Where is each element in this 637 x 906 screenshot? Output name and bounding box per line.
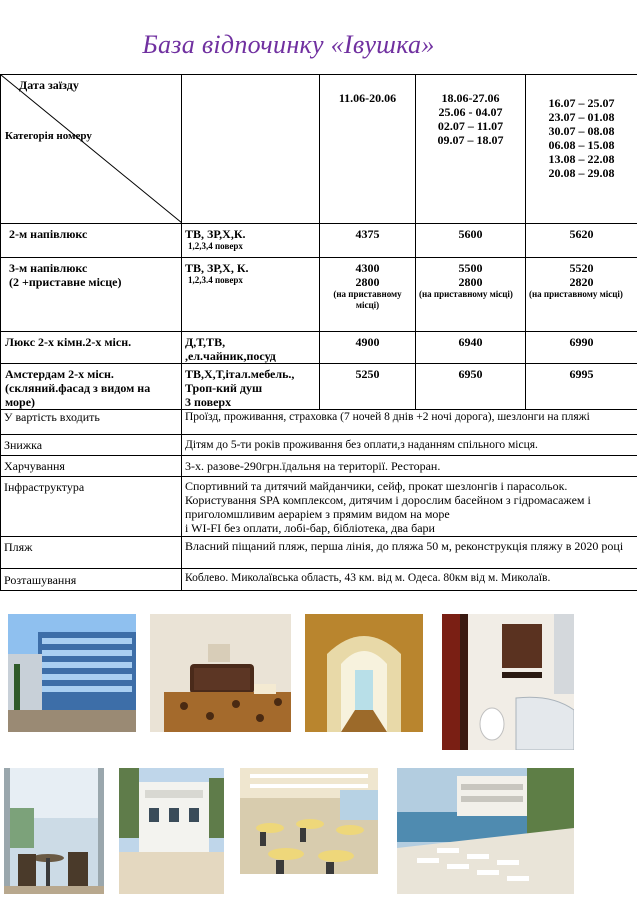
page-title: База відпочинку «Івушка» bbox=[142, 30, 435, 59]
room-price: 6995 bbox=[526, 364, 637, 410]
hotel-building-photo bbox=[8, 614, 136, 732]
period-2-list bbox=[419, 75, 522, 147]
dining-hall-photo bbox=[240, 768, 378, 874]
info-text: Власний піщаний пляж, перша лінія, до пляжа 50 м, реконструкція пляжу в 2020 році bbox=[182, 537, 637, 569]
extra-bed-price: 2800 bbox=[355, 275, 380, 289]
table-row bbox=[1, 258, 637, 332]
room-name: 3-м напівлюкс (2 +приставне місце) bbox=[1, 258, 182, 332]
room-floors: 1,2,3,4 поверх bbox=[188, 241, 243, 251]
room-name: Люкс 2-х кімн.2-х місн. bbox=[1, 332, 182, 364]
room-price: 6940 bbox=[416, 332, 526, 364]
room-amenities: ТВ, ЗР,Х,К. bbox=[185, 227, 246, 241]
room-floors: 1,2,3.4 поверх bbox=[188, 275, 243, 285]
info-label: Харчування bbox=[1, 456, 182, 477]
extra-bed-note: (на приставному місці) bbox=[529, 289, 623, 299]
info-label: Пляж bbox=[1, 537, 182, 569]
table-row bbox=[1, 332, 637, 364]
room-amenities: Д,Т,ТВ, ,ел.чайник,посуд bbox=[182, 332, 320, 364]
info-text: Проїзд, проживання, страховка (7 ночей 8 днів +2 ночі дорога), шезлонги на пляжі bbox=[182, 410, 637, 435]
info-row bbox=[1, 569, 637, 591]
period-date: 23.07 – 01.08 bbox=[548, 110, 615, 124]
info-row bbox=[1, 410, 637, 435]
period-date: 02.07 – 11.07 bbox=[437, 119, 504, 133]
period-col-2 bbox=[416, 75, 526, 224]
bathroom-photo bbox=[442, 614, 574, 750]
info-row bbox=[1, 537, 637, 569]
info-label: Розташування bbox=[1, 569, 182, 591]
period-date: 09.07 – 18.07 bbox=[437, 133, 504, 147]
period-date: 25.06 - 04.07 bbox=[438, 105, 503, 119]
period-date: 20.08 – 29.08 bbox=[548, 166, 615, 180]
room-amenities: ТВ, ЗР,Х, К. bbox=[185, 261, 249, 275]
room-price: 4300 bbox=[355, 261, 380, 275]
table-header-row bbox=[1, 75, 637, 224]
info-label: Знижка bbox=[1, 435, 182, 456]
extra-bed-price: 2800 bbox=[458, 275, 483, 289]
table-row bbox=[1, 364, 637, 410]
room-price: 4900 bbox=[320, 332, 416, 364]
hallway-photo bbox=[305, 614, 423, 732]
header-corner-cell bbox=[1, 75, 320, 224]
period-date: 18.06-27.06 bbox=[441, 91, 500, 105]
room-price: 5250 bbox=[320, 364, 416, 410]
room-price: 6950 bbox=[416, 364, 526, 410]
room-price-cell bbox=[320, 258, 416, 332]
diagonal-divider bbox=[1, 75, 182, 223]
room-price: 5620 bbox=[526, 224, 637, 258]
info-row bbox=[1, 477, 637, 537]
info-label: Інфраструктура bbox=[1, 477, 182, 537]
info-text: Коблево. Миколаївська область, 43 км. від м. Одеса. 80км від м. Миколаїв. bbox=[182, 569, 637, 591]
white-villa-photo bbox=[119, 768, 224, 894]
price-table bbox=[0, 74, 637, 591]
arrival-date-label: Дата заїзду bbox=[19, 78, 79, 92]
extra-bed-note: (на приставному місці) bbox=[333, 289, 402, 310]
period-date: 06.08 – 15.08 bbox=[548, 138, 615, 152]
extra-bed-note: (на приставному місці) bbox=[419, 289, 513, 299]
info-text: 3-х. разове-290грн.їдальня на території. Ресторан. bbox=[182, 456, 637, 477]
period-1-list bbox=[323, 75, 412, 105]
table-row bbox=[1, 224, 637, 258]
room-price: 4375 bbox=[320, 224, 416, 258]
room-name: 2-м напівлюкс bbox=[1, 224, 182, 258]
period-date: 30.07 – 08.08 bbox=[548, 124, 615, 138]
room-price: 6990 bbox=[526, 332, 637, 364]
info-row bbox=[1, 435, 637, 456]
balcony-photo bbox=[4, 768, 104, 894]
room-price: 5520 bbox=[569, 261, 594, 275]
period-col-3 bbox=[526, 75, 637, 224]
room-price-cell bbox=[416, 258, 526, 332]
room-price: 5500 bbox=[458, 261, 483, 275]
period-date: 16.07 – 25.07 bbox=[548, 96, 615, 110]
period-date: 11.06-20.06 bbox=[338, 91, 397, 105]
bedroom-photo bbox=[150, 614, 291, 732]
pool-deck-photo bbox=[397, 768, 574, 894]
info-row bbox=[1, 456, 637, 477]
room-category-label: Категорія номеру bbox=[5, 130, 92, 142]
period-col-1 bbox=[320, 75, 416, 224]
extra-bed-price: 2820 bbox=[569, 275, 594, 289]
room-amenities-cell bbox=[182, 224, 320, 258]
info-label: У вартість входить bbox=[1, 410, 182, 435]
room-price-cell bbox=[526, 258, 637, 332]
period-3-list bbox=[529, 75, 634, 180]
room-price: 5600 bbox=[416, 224, 526, 258]
room-amenities-cell bbox=[182, 258, 320, 332]
info-text: Спортивний та дитячий майданчики, сейф, прокат шезлонгів і парасольок. Користування SPA комплексом, дитячим і дорослим басейном з гідромасажем і приголомшливим аераріем з прямим видом на море i WI-FI без оплати, лобі-бар, бібліотека, два бари bbox=[182, 477, 637, 537]
info-text: Дітям до 5-ти років проживання без оплати,з наданням спільного місця. bbox=[182, 435, 637, 456]
room-name: Амстердам 2-х місн. (скляний.фасад з видом на море) bbox=[1, 364, 182, 410]
room-amenities: ТВ,Х,Т,італ.мебель., Троп-кий душ 3 поверх bbox=[182, 364, 320, 410]
period-date: 13.08 – 22.08 bbox=[548, 152, 615, 166]
